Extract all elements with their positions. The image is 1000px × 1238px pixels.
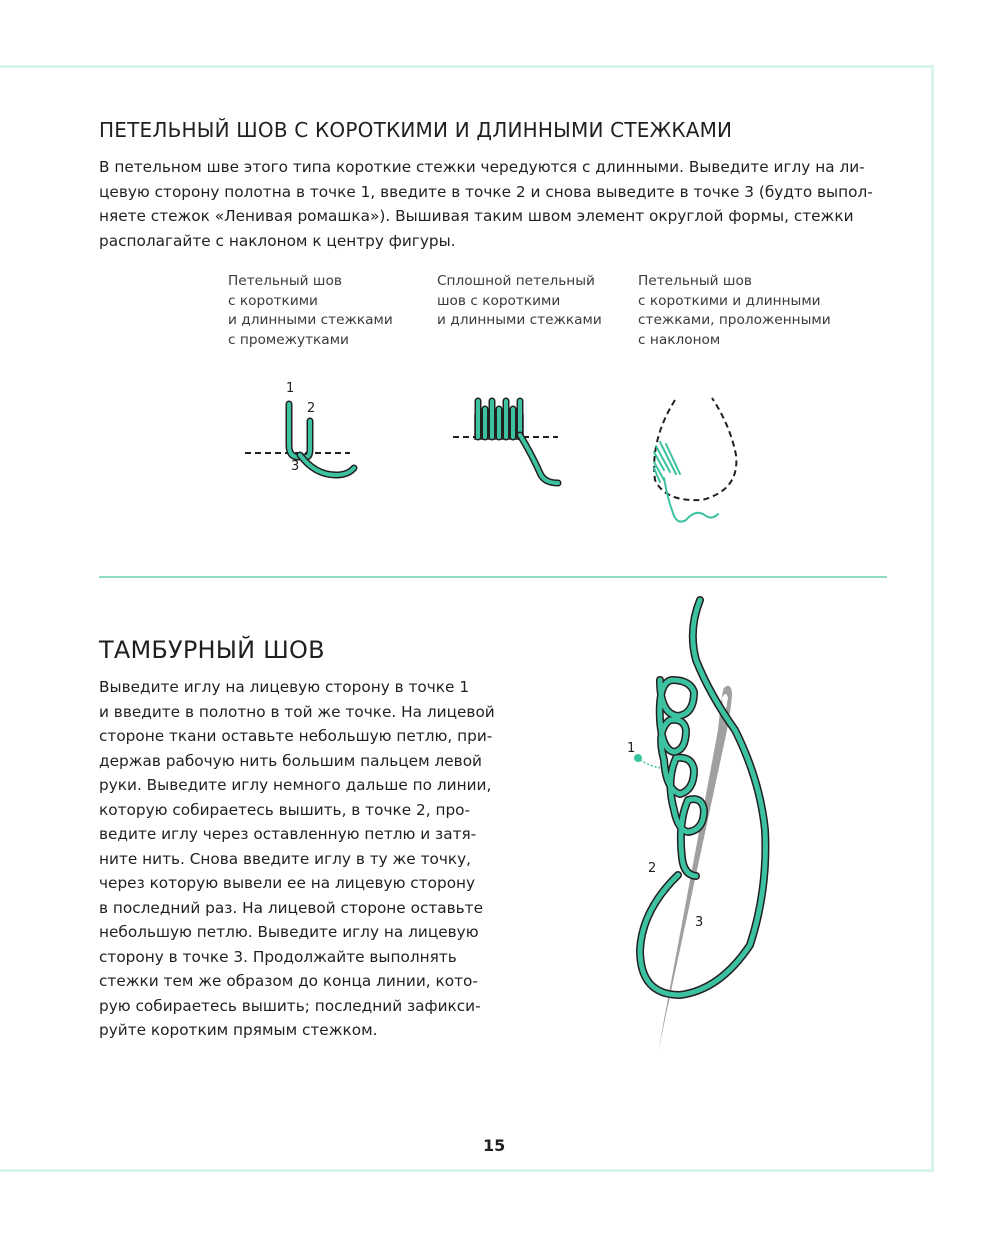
entry-point-dash — [640, 760, 660, 768]
body-line: В петельном шве этого типа короткие стежки чередуются с длинными. Выведите иглу на ли- — [99, 158, 865, 176]
point-label-2: 2 — [307, 401, 316, 416]
caption-line: Петельный шов — [228, 273, 342, 289]
section-body-chain — [99, 675, 495, 1043]
caption-line: с промежутками — [228, 331, 349, 348]
body-line: няете стежок «Ленивая ромашка»). Вышивая таким швом элемент округлой формы, стежки — [99, 207, 854, 225]
body-line: стороне ткани оставьте небольшую петлю, при- — [99, 727, 493, 745]
caption-line: стежками, проложенными — [638, 312, 831, 328]
body-line: сторону в точке 3. Продолжайте выполнять — [99, 947, 457, 966]
body-line: ведите иглу через оставленную петлю и затя- — [99, 825, 477, 843]
body-line: и введите в полотно в той же точке. На лицевой — [99, 702, 495, 721]
body-line: небольшую петлю. Выведите иглу на лицевую — [99, 923, 479, 941]
caption-line: и длинными стежками — [437, 312, 602, 328]
body-line: в последний раз. На лицевой стороне оставьте — [99, 898, 483, 917]
section-body-buttonhole — [99, 155, 873, 253]
caption-line: Петельный шов — [638, 273, 752, 289]
caption-line: Сплошной петельный — [437, 273, 595, 289]
body-line: располагайте с наклоном к центру фигуры. — [99, 231, 456, 250]
section-title-buttonhole: ПЕТЕЛЬНЫЙ ШОВ С КОРОТКИМИ И ДЛИННЫМИ СТЕЖКАМИ — [99, 118, 733, 142]
drop-outline — [654, 398, 736, 500]
body-line: Выведите иглу на лицевую сторону в точке 1 — [99, 678, 470, 696]
slanted-stitches — [654, 442, 718, 522]
body-line: стежки тем же образом до конца линии, кото- — [99, 972, 478, 990]
point-label-2: 2 — [648, 861, 657, 876]
caption-line: с короткими — [228, 292, 318, 309]
caption-line: с короткими и длинными — [638, 292, 821, 309]
body-line: через которую вывели ее на лицевую сторону — [99, 874, 476, 892]
caption-solid — [437, 272, 602, 331]
diagram-buttonhole-spaced — [240, 375, 370, 485]
diagram-chain-stitch — [600, 590, 800, 1060]
caption-line: шов с короткими — [437, 292, 561, 309]
point-label-3: 3 — [291, 459, 300, 474]
body-line: которую собираетесь вышить, в точке 2, про- — [99, 800, 471, 819]
caption-slanted — [638, 272, 831, 350]
section-divider — [99, 576, 887, 578]
diagram-buttonhole-solid — [448, 395, 568, 495]
caption-line: и длинными стежками — [228, 312, 393, 328]
section-title-chain: ТАМБУРНЫЙ ШОВ — [99, 636, 325, 664]
body-line: ните нить. Снова введите иглу в ту же точку, — [99, 849, 472, 868]
body-line: руки. Выведите иглу немного дальше по линии, — [99, 776, 492, 794]
caption-line: с наклоном — [638, 331, 721, 348]
chain-thread — [640, 600, 765, 995]
diagram-buttonhole-slanted — [640, 390, 750, 530]
caption-spaced — [228, 272, 393, 350]
point-label-1: 1 — [627, 741, 636, 756]
body-line: рую собираетесь вышить; последний зафикси- — [99, 996, 481, 1015]
body-line: цевую сторону полотна в точке 1, введите в точке 2 и снова выведите в точке 3 (будто выпол- — [99, 182, 873, 201]
body-line: держав рабочую нить большим пальцем левой — [99, 751, 482, 770]
body-line: руйте коротким прямым стежком. — [99, 1021, 378, 1039]
point-label-1: 1 — [286, 381, 295, 396]
page-number: 15 — [483, 1136, 506, 1155]
thread-stitches — [475, 401, 558, 483]
point-label-3: 3 — [695, 915, 704, 930]
